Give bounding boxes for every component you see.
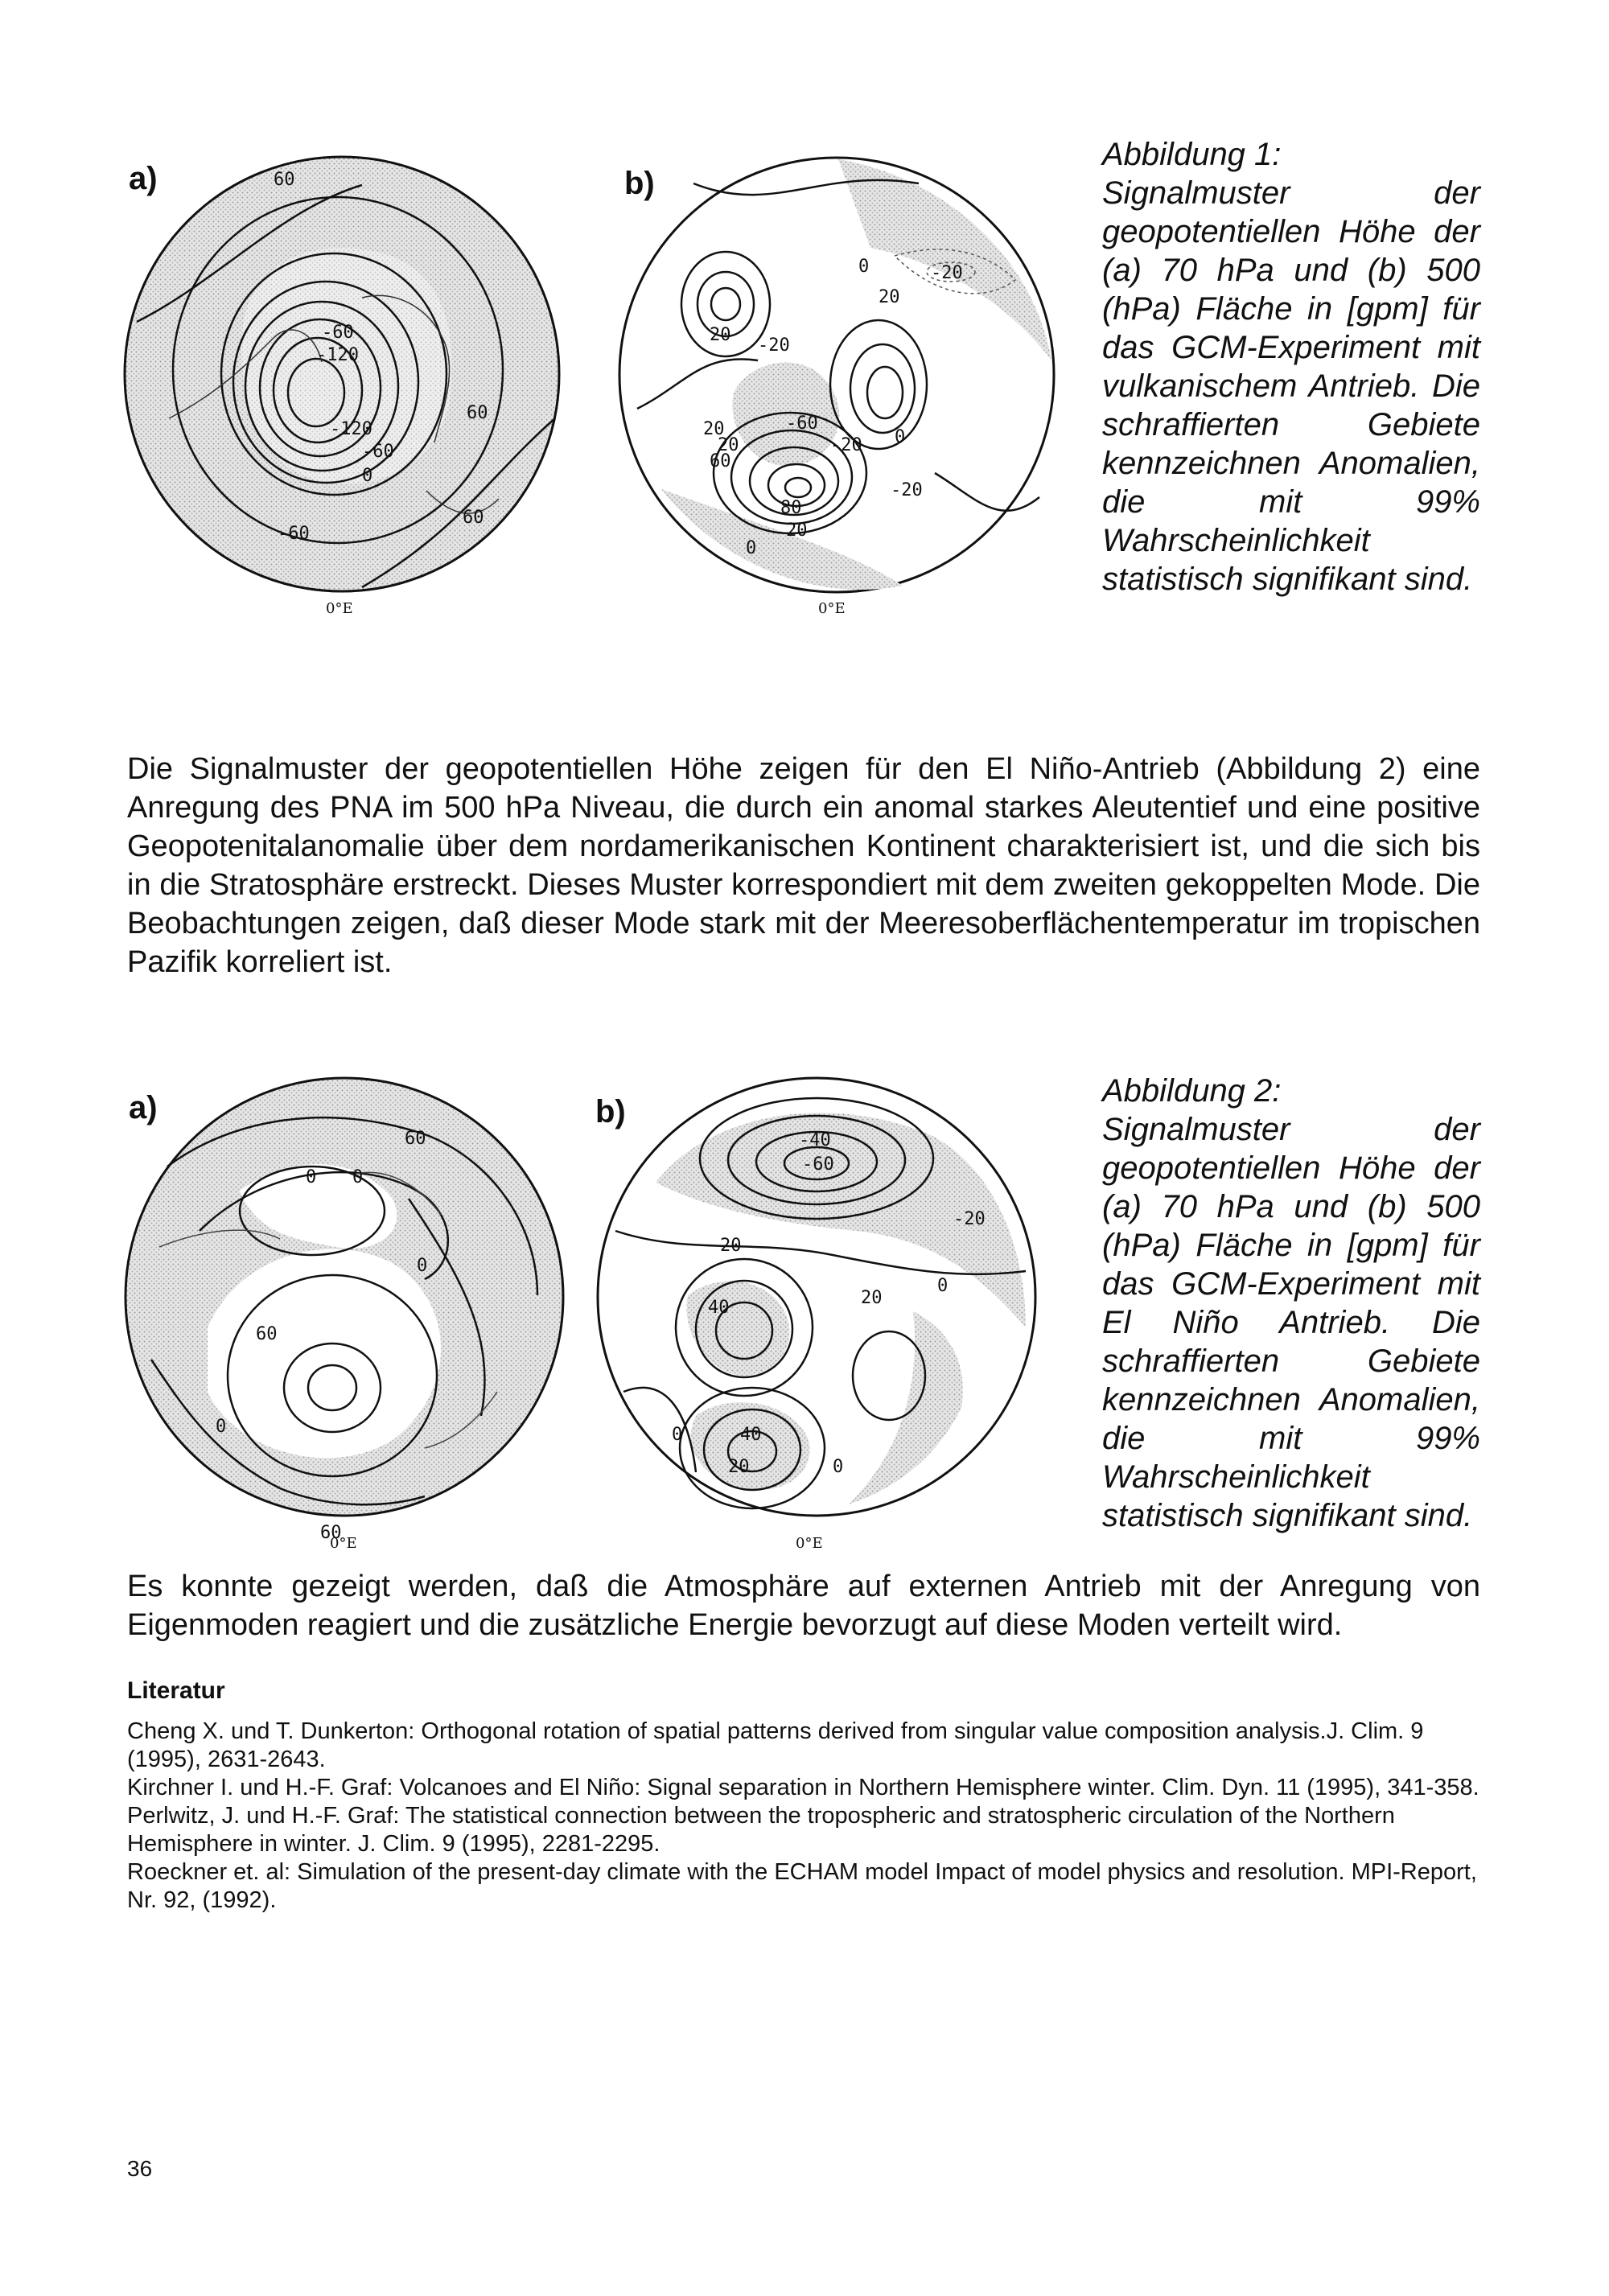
fig1a-label-0: 60 bbox=[274, 170, 295, 190]
fig1-panel-a-label: a) bbox=[129, 161, 158, 196]
paragraph-2: Es konnte gezeigt werden, daß die Atmosphäre auf externen Antrieb mit der Anregung von Eigenmoden reagiert und die zusätzliche Energie bevorzugt auf diese Moden verteilt wird. bbox=[127, 1570, 1480, 1642]
fig1a-label-4: -60 bbox=[362, 442, 394, 462]
fig2a-label-2: 0 bbox=[352, 1167, 364, 1187]
fig1a-label-1: -60 bbox=[322, 323, 354, 343]
fig1b-label-7: 20 bbox=[718, 435, 739, 455]
fig1a-label-2: -120 bbox=[316, 345, 359, 365]
fig2b-label-6: 0 bbox=[937, 1276, 949, 1296]
fig2b-label-1: -60 bbox=[802, 1154, 834, 1175]
fig1b-label-1: -20 bbox=[931, 263, 963, 283]
fig2b-label-7: 40 bbox=[740, 1425, 762, 1445]
fig2b-label-0: -40 bbox=[799, 1130, 831, 1150]
fig2a-label-4: 60 bbox=[256, 1324, 278, 1344]
fig2-globe-a bbox=[119, 1070, 570, 1549]
fig2a-label-0: 60 bbox=[405, 1129, 426, 1149]
fig1b-bottom-label: 0°E bbox=[818, 600, 846, 617]
fig1-globe-a bbox=[121, 153, 563, 619]
fig2a-label-6: 60 bbox=[320, 1523, 342, 1543]
fig1a-bottom-label: 0°E bbox=[326, 600, 353, 617]
fig1b-label-3: 20 bbox=[710, 325, 731, 345]
fig2a-label-5: 0 bbox=[216, 1417, 227, 1437]
reference-item: Perlwitz, J. und H.-F. Graf: The statistical connection between the tropospheric and stratospheric circulation of the Northern Hemisphere in winter. J. Clim. 9 (1995), 2281-2295. bbox=[127, 1803, 1395, 1857]
fig1-panel-b-label: b) bbox=[624, 166, 655, 201]
fig2-caption bbox=[1102, 1072, 1480, 1535]
fig1a-label-7: -60 bbox=[278, 524, 310, 544]
fig1b-label-4: -20 bbox=[758, 335, 790, 356]
fig1b-label-14: 0 bbox=[746, 538, 757, 558]
fig2-globe-b bbox=[591, 1070, 1042, 1549]
fig2b-label-2: -20 bbox=[953, 1209, 986, 1229]
fig1b-label-13: 20 bbox=[786, 521, 808, 541]
reference-item: Kirchner I. und H.-F. Graf: Volcanoes and El Niño: Signal separation in Northern Hemisphere winter. Clim. Dyn. 11 (1995), 341-358. bbox=[127, 1775, 1479, 1800]
fig1b-label-2: 20 bbox=[879, 287, 900, 307]
fig2-panel-b-label: b) bbox=[595, 1094, 626, 1129]
fig2-caption-title: Abbildung 2: bbox=[1102, 1073, 1282, 1109]
reference-item: Cheng X. und T. Dunkerton: Orthogonal rotation of spatial patterns derived from singular value composition analysis.J. Clim. 9 (1995), 2631-2643. bbox=[127, 1718, 1424, 1772]
reference-item: Roeckner et. al: Simulation of the present-day climate with the ECHAM model Impact of model physics and resolution. MPI-Report, Nr. 92, (1992). bbox=[127, 1859, 1477, 1913]
fig1a-label-3: -120 bbox=[330, 419, 372, 439]
fig1a-label-5: 0 bbox=[362, 466, 373, 486]
fig1b-label-0: 0 bbox=[858, 257, 870, 277]
fig1b-label-12: 80 bbox=[780, 498, 802, 518]
fig2b-bottom-label: 0°E bbox=[796, 1535, 823, 1549]
fig2b-label-9: 0 bbox=[672, 1425, 683, 1445]
fig1b-label-6: -60 bbox=[786, 414, 818, 434]
fig2b-label-4: 40 bbox=[708, 1298, 730, 1318]
fig2a-label-3: 0 bbox=[417, 1256, 428, 1276]
fig1b-label-9: 60 bbox=[710, 451, 731, 471]
fig1a-label-8: 60 bbox=[467, 403, 488, 423]
fig1b-label-11: -20 bbox=[891, 480, 923, 500]
paragraph-1: Die Signalmuster der geopotentiellen Höhe zeigen für den El Niño-Antrieb (Abbildung 2) eine Anregung des PNA im 500 hPa Niveau, die durch ein anomal starkes Aleutentief und eine positive Geopotenitalanomalie über dem nordamerikanischen Kontinent charakterisiert ist, und die sich bis in die Stratosphäre erstreckt. Dieses Muster korrespondiert mit dem zweiten gekoppelten Mode. Die Beobachtungen zeigen, daß dieser Mode stark mit der Meeresoberflächentemperatur im tropischen Pazifik korreliert ist. bbox=[127, 752, 1480, 979]
fig2b-label-3: 20 bbox=[720, 1236, 742, 1256]
fig2b-label-8: 20 bbox=[728, 1457, 750, 1477]
fig1a-label-6: 60 bbox=[463, 508, 484, 528]
fig1-caption-title: Abbildung 1: bbox=[1102, 137, 1282, 172]
reference-list bbox=[127, 1718, 1487, 1915]
fig2-caption-text: Signalmuster der geopotentiellen Höhe der (a) 70 hPa und (b) 500 (hPa) Fläche in [gpm] für das GCM-Experiment mit El Niño Antrieb. Die schraffierten Gebiete kennzeichnen Anomalien, die mit 99% Wahrscheinlichkeit statistisch signifikant sind. bbox=[1102, 1112, 1480, 1533]
fig2b-label-5: 20 bbox=[861, 1288, 883, 1308]
fig2a-bottom-label: 0°E bbox=[330, 1535, 357, 1549]
fig1b-label-8: -20 bbox=[830, 435, 862, 455]
fig1-caption-text: Signalmuster der geopotentiellen Höhe der (a) 70 hPa und (b) 500 (hPa) Fläche in [gpm] für das GCM-Experiment mit vulkanischem Antrieb. Die schraffierten Gebiete kennzeichnen Anomalien, die mit 99% Wahrscheinlichkeit statistisch signifikant sind. bbox=[1102, 175, 1480, 597]
fig1b-label-5: 20 bbox=[703, 419, 725, 439]
fig2a-label-1: 0 bbox=[306, 1167, 317, 1187]
fig1b-label-10: 0 bbox=[895, 427, 906, 447]
fig2b-label-10: 0 bbox=[833, 1457, 844, 1477]
literature-heading: Literatur bbox=[127, 1677, 225, 1704]
fig2-panel-a-label: a) bbox=[129, 1090, 158, 1125]
page-number: 36 bbox=[127, 2156, 153, 2181]
fig1-globe-b bbox=[613, 151, 1060, 619]
fig1-caption bbox=[1102, 135, 1480, 599]
